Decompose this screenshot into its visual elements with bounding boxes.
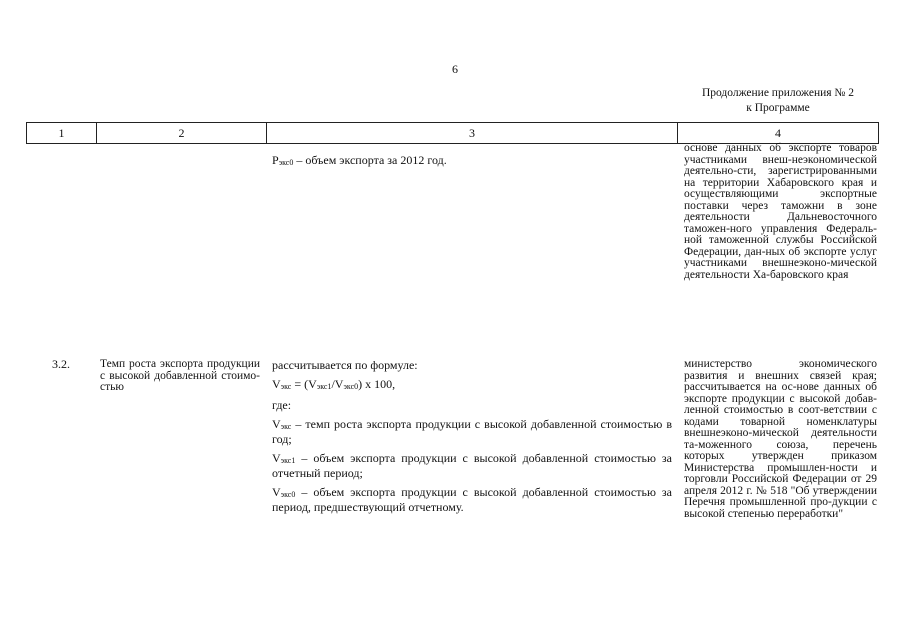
def-text: – объем экспорта продукции с высокой добавленной стоимостью за период, предшествующий отчетному. — [272, 484, 672, 514]
definition-growth-rate — [272, 418, 672, 446]
var-subscript: экс0 — [278, 158, 294, 167]
def-sub: экс0 — [280, 489, 296, 499]
where-label: где: — [272, 398, 292, 412]
method-intro: рассчитывается по формуле: — [272, 358, 418, 372]
formula-open: = (V — [291, 376, 317, 391]
def-text: – объем экспорта продукции с высокой добавленной стоимостью за отчетный период; — [272, 450, 672, 480]
export-volume-2012-definition — [272, 153, 672, 170]
definition-text: – объем экспорта за 2012 год. — [293, 153, 447, 167]
def-sub: экс — [280, 421, 292, 431]
formula-close: ) x 100, — [358, 376, 396, 391]
def-var: V — [272, 450, 281, 465]
data-source: министерство экономического развития и внешних связей края; рассчитывается на ос-нове данных об экспорте продукции с высокой добав-ленной стоимостью в соот-ветствии с кодами товарной номенклатуры внешнеэконо-мической деятельности та-моженного союза, перечень которых утвержден приказом Министерства промышлен-ности и торговли Российской Федерации от 29 апреля 2012 г. № 518 "Об утверждении Перечня промышленной про-дукции с высокой степенью переработки" — [684, 358, 877, 520]
formula-denominator-sub: экс0 — [343, 381, 359, 391]
formula-lhs-sub: экс — [280, 381, 292, 391]
formula — [272, 378, 672, 394]
def-var: V — [272, 416, 281, 431]
continuation-line: Продолжение приложения № 2 — [701, 87, 855, 99]
formula-numerator-sub: экс1 — [316, 381, 332, 391]
formula-slash: /V — [331, 376, 344, 391]
column-number-4: 4 — [775, 126, 781, 140]
def-sub: экс1 — [280, 455, 296, 465]
row-number: 3.2. — [52, 357, 70, 371]
def-var: V — [272, 484, 281, 499]
def-text: – темп роста экспорта продукции с высокой добавленной стоимостью в год; — [272, 416, 672, 446]
column-number-1: 1 — [27, 123, 97, 143]
table-column-numbers — [26, 122, 879, 144]
formula-lhs-var: V — [272, 376, 281, 391]
definition-previous-volume — [272, 486, 672, 514]
indicator-name: Темп роста экспорта продукции с высокой добавленной стоимо-стью — [100, 358, 260, 393]
data-source-continued: основе данных об экспорте товаров участниками внеш-неэкономической деятельно-сти, зарегистрированными на территории Хабаровского края и осуществляющими экспортные поставки через таможни в зоне деятельности Дальневосточного таможен-ного управления Федераль-ной таможенной службы Российской Федерации, дан-ных об экспорте услуг участниками внешнеэконо-мической деятельности Ха-баровского края — [684, 142, 877, 281]
appendix-continuation-note — [660, 86, 896, 116]
column-number-2: 2 — [97, 123, 267, 143]
page-number: 6 — [452, 62, 458, 76]
calculation-method — [272, 359, 672, 514]
column-number-3: 3 — [267, 123, 678, 143]
definition-reporting-volume — [272, 452, 672, 480]
program-line: к Программе — [746, 102, 810, 114]
var-symbol: P — [272, 153, 279, 167]
